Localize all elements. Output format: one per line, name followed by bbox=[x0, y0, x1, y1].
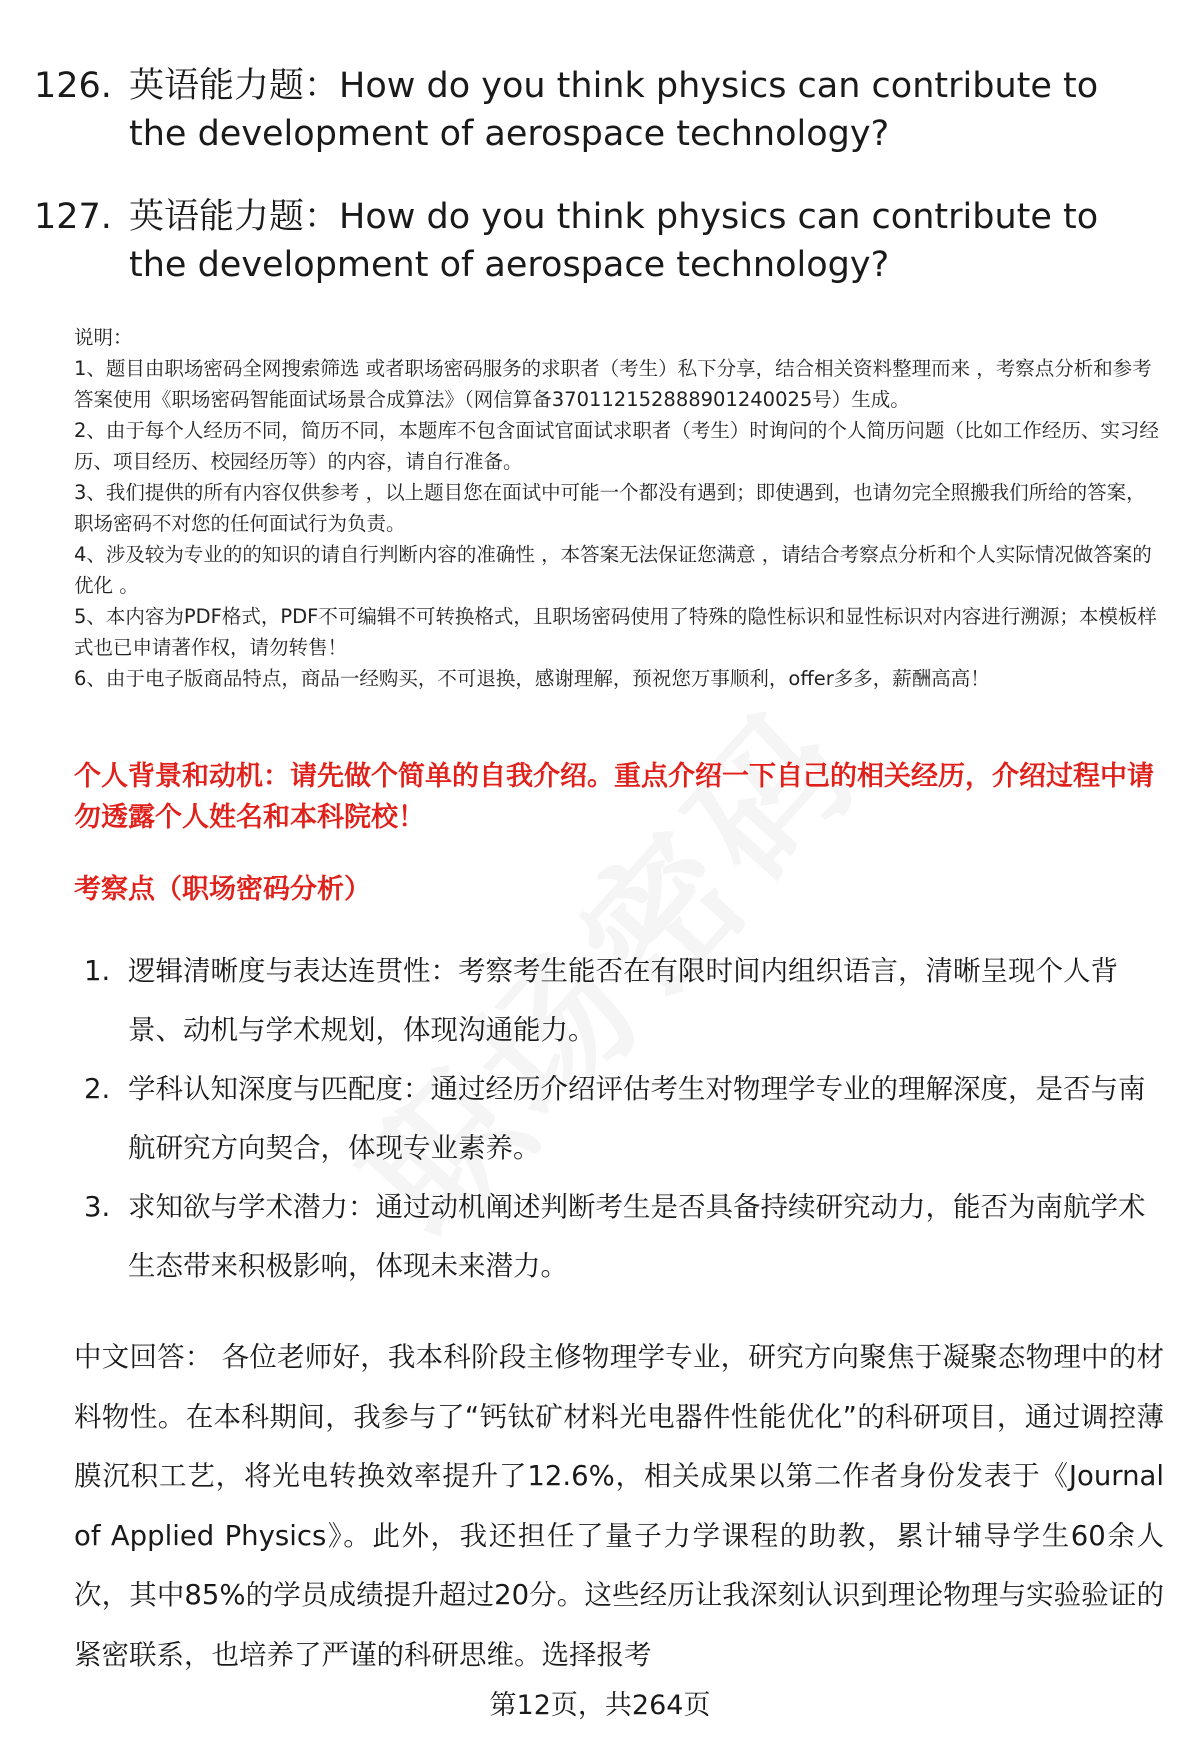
page-footer: 第12页，共264页 bbox=[489, 1690, 711, 1721]
note-item: 2、由于每个人经历不同，简历不同，本题库不包含面试官面试求职者（考生）时询问的个人简历问题（比如工作经历、实习经历、项目经历、校园经历等）的内容，请自行准备。 bbox=[74, 419, 1159, 473]
point-number: 1. bbox=[84, 955, 111, 987]
point-text: 求知欲与学术潜力：通过动机阐述判断考生是否具备持续研究动力，能否为南航学术生态带来积极影响，体现未来潜力。 bbox=[128, 1191, 1146, 1282]
analysis-points-list bbox=[74, 942, 1164, 1296]
analysis-point bbox=[74, 1060, 1164, 1178]
note-item: 1、题目由职场密码全网搜索筛选 或者职场密码服务的求职者（考生）私下分享，结合相关资料整理而来 ，考察点分析和参考答案使用《职场密码智能面试场景合成算法》（网信算备370112152888901240025号）生成。 bbox=[74, 357, 1152, 411]
note-item: 6、由于电子版商品特点，商品一经购买，不可退换，感谢理解，预祝您万事顺利，offer多多，薪酬高高！ bbox=[74, 667, 990, 690]
note-item: 5、本内容为PDF格式，PDF不可编辑不可转换格式，且职场密码使用了特殊的隐性标识和显性标识对内容进行溯源；本模板样式也已申请著作权，请勿转售！ bbox=[74, 605, 1157, 659]
point-text: 学科认知深度与匹配度：通过经历介绍评估考生对物理学专业的理解深度，是否与南航研究方向契合，体现专业素养。 bbox=[128, 1073, 1146, 1164]
analysis-subtitle: 考察点（职场密码分析） bbox=[74, 874, 371, 905]
question-text: 英语能力题：How do you think physics can contribute to the development of aerospace technology? bbox=[129, 197, 1099, 285]
analysis-point bbox=[74, 942, 1164, 1060]
question-number: 127. bbox=[34, 197, 112, 237]
section-question-title: 个人背景和动机：请先做个简单的自我介绍。重点介绍一下自己的相关经历，介绍过程中请勿透露个人姓名和本科院校！ bbox=[74, 761, 1154, 833]
notes-section bbox=[74, 322, 1164, 694]
question-text: 英语能力题：How do you think physics can contribute to the development of aerospace technology? bbox=[129, 66, 1099, 154]
analysis-point bbox=[74, 1178, 1164, 1296]
point-text: 逻辑清晰度与表达连贯性：考察考生能否在有限时间内组织语言，清晰呈现个人背景、动机与学术规划，体现沟通能力。 bbox=[128, 955, 1118, 1046]
note-item: 3、我们提供的所有内容仅供参考 ，以上题目您在面试中可能一个都没有遇到；即使遇到，也请勿完全照搬我们所给的答案，职场密码不对您的任何面试行为负责。 bbox=[74, 481, 1146, 535]
chinese-answer: 中文回答： 各位老师好，我本科阶段主修物理学专业，研究方向聚焦于凝聚态物理中的材料物性。在本科期间，我参与了“钙钛矿材料光电器件性能优化”的科研项目，通过调控薄膜沉积工艺，将光电转换效率提升了12.6%，相关成果以第二作者身份发表于《Journal of Applied Physics》。此外，我还担任了量子力学课程的助教，累计辅导学生60余人次，其中85%的学员成绩提升超过20分。这些经历让我深刻认识到理论物理与实验验证的紧密联系，也培养了严谨的科研思维。选择报考 bbox=[74, 1341, 1164, 1671]
note-item: 4、涉及较为专业的的知识的请自行判断内容的准确性 ，本答案无法保证您满意 ，请结合考察点分析和个人实际情况做答案的优化 。 bbox=[74, 543, 1152, 597]
point-number: 3. bbox=[84, 1191, 111, 1223]
question-number: 126. bbox=[34, 66, 112, 106]
point-number: 2. bbox=[84, 1073, 111, 1105]
notes-heading: 说明： bbox=[74, 326, 133, 349]
